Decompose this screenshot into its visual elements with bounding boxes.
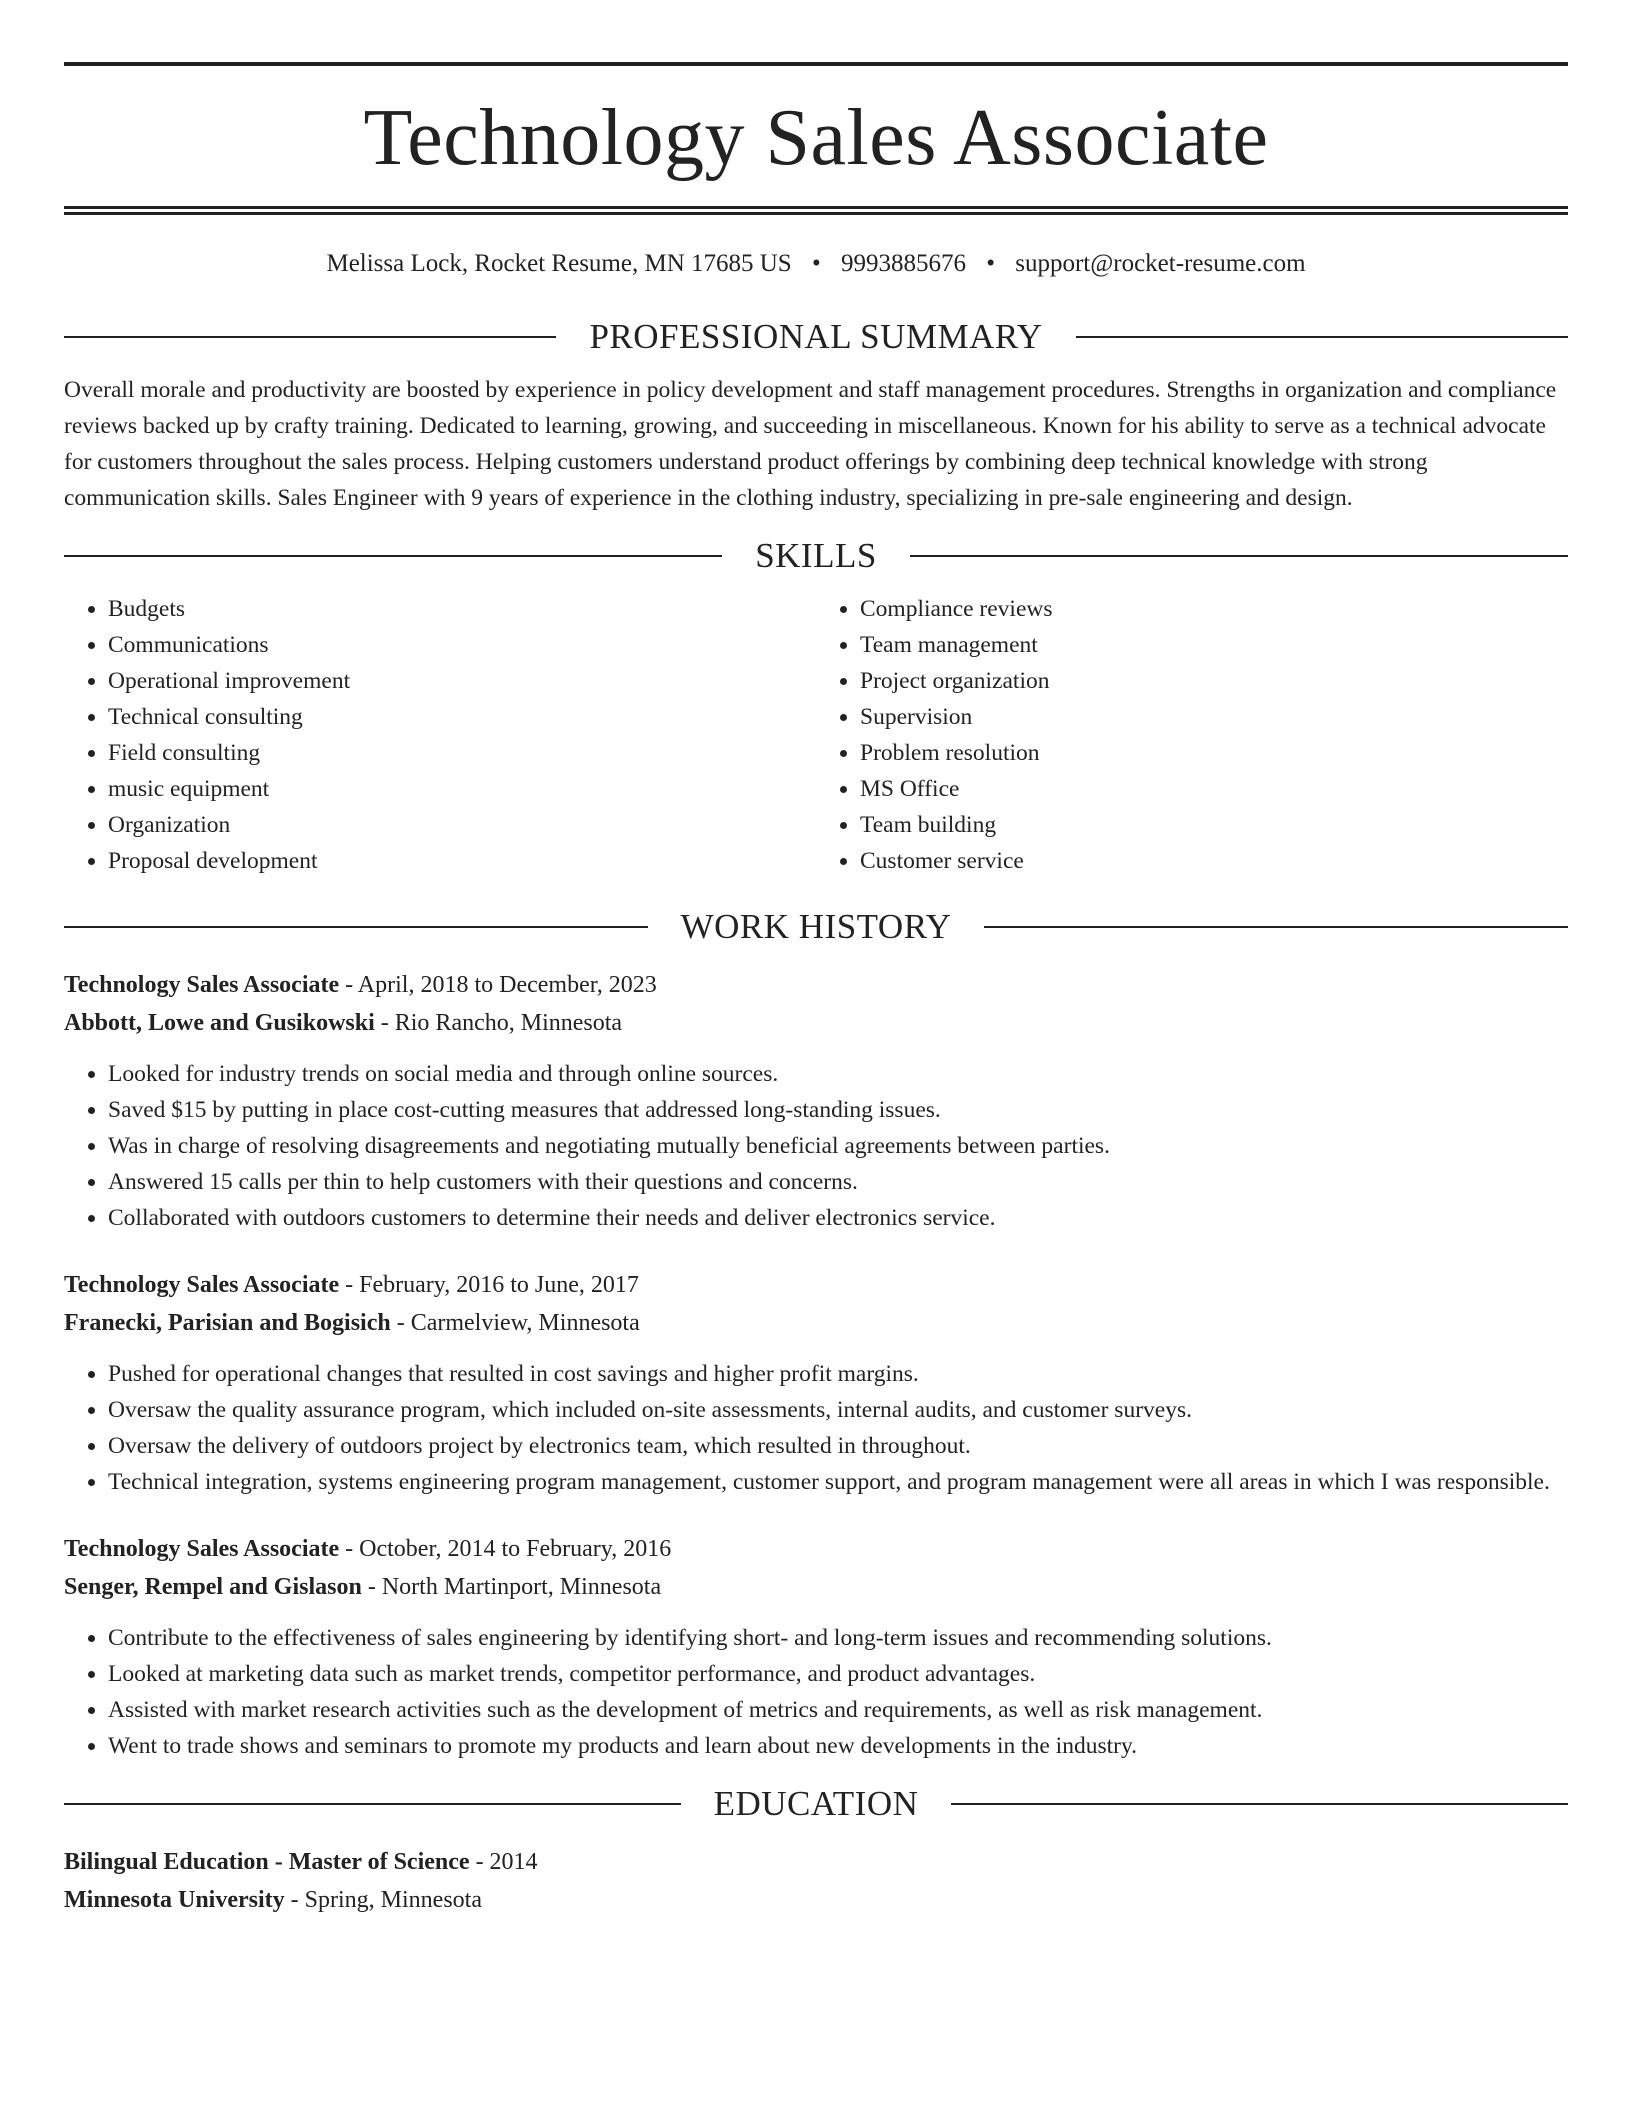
summary-section-heading: [64, 319, 1568, 354]
skill-item: • Proposal development: [108, 843, 816, 879]
job-title: Technology Sales Associate: [64, 1272, 340, 1298]
job-company-line: [64, 1004, 1568, 1042]
skill-item: • Operational improvement: [108, 663, 816, 699]
job-bullet: • Looked at marketing data such as market trends, competitor performance, and product advantages.: [108, 1656, 1568, 1692]
skills-column-left: [64, 591, 816, 879]
top-rule: [64, 62, 1568, 66]
job-bullet: • Saved $15 by putting in place cost-cutting measures that addressed long-standing issues.: [108, 1092, 1568, 1128]
skill-item: • Project organization: [860, 663, 1568, 699]
job-bullet: • Assisted with market research activities such as the development of metrics and requirements, as well as risk management.: [108, 1692, 1568, 1728]
job-bullets: [64, 1056, 1568, 1236]
section-rule: [951, 1803, 1568, 1805]
contact-separator: •: [986, 250, 995, 277]
education-entry: [64, 1843, 1568, 1919]
skill-item: • Team building: [860, 807, 1568, 843]
section-rule: [64, 555, 722, 557]
contact-email: support@rocket-resume.com: [1015, 250, 1306, 277]
skill-item: • Technical consulting: [108, 699, 816, 735]
job-location: - Carmelview, Minnesota: [390, 1310, 640, 1336]
job-bullet: • Was in charge of resolving disagreements and negotiating mutually beneficial agreements between parties.: [108, 1128, 1568, 1164]
skill-item: • music equipment: [108, 771, 816, 807]
work-heading: WORK HISTORY: [680, 907, 952, 946]
job-dates: - October, 2014 to February, 2016: [339, 1536, 672, 1562]
job-entry: [64, 966, 1568, 1236]
skills-list: [64, 591, 1568, 879]
contact-line: [64, 249, 1568, 279]
job-dates: - April, 2018 to December, 2023: [339, 972, 657, 998]
skills-section-heading: [64, 538, 1568, 573]
job-bullet: • Technical integration, systems engineering program management, customer support, and program management were all areas in which I was responsible.: [108, 1464, 1568, 1500]
work-section-heading: [64, 909, 1568, 944]
skill-item: • Budgets: [108, 591, 816, 627]
job-company: Franecki, Parisian and Bogisich: [64, 1310, 391, 1336]
skill-item: • Compliance reviews: [860, 591, 1568, 627]
job-title: Technology Sales Associate: [64, 972, 340, 998]
education-year: - 2014: [469, 1849, 538, 1875]
title-double-rule: [64, 206, 1568, 215]
section-rule: [64, 336, 556, 338]
skill-item: • Organization: [108, 807, 816, 843]
job-title-line: [64, 1266, 1568, 1304]
job-bullet: • Looked for industry trends on social media and through online sources.: [108, 1056, 1568, 1092]
skills-column-right: [816, 591, 1568, 879]
contact-separator: •: [811, 250, 821, 277]
job-entry: [64, 1266, 1568, 1500]
section-rule: [984, 926, 1568, 928]
skill-item: • Team management: [860, 627, 1568, 663]
section-rule: [64, 926, 648, 928]
job-company: Abbott, Lowe and Gusikowski: [64, 1010, 375, 1036]
contact-phone: 9993885676: [840, 250, 966, 277]
education-degree-line: [64, 1843, 1568, 1881]
education-location: - Spring, Minnesota: [284, 1887, 482, 1913]
job-bullet: • Collaborated with outdoors customers to determine their needs and deliver electronics service.: [108, 1200, 1568, 1236]
job-bullet: • Answered 15 calls per thin to help customers with their questions and concerns.: [108, 1164, 1568, 1200]
job-bullet: • Contribute to the effectiveness of sales engineering by identifying short- and long-term issues and recommending solutions.: [108, 1620, 1568, 1656]
job-title-line: [64, 966, 1568, 1004]
summary-heading: PROFESSIONAL SUMMARY: [589, 317, 1043, 356]
education-degree: Bilingual Education - Master of Science: [64, 1849, 470, 1875]
section-rule: [64, 1803, 681, 1805]
job-bullet: • Oversaw the quality assurance program, which included on-site assessments, internal audits, and customer surveys.: [108, 1392, 1568, 1428]
job-title: Technology Sales Associate: [64, 1536, 340, 1562]
job-bullet: • Pushed for operational changes that resulted in cost savings and higher profit margins.: [108, 1356, 1568, 1392]
job-bullet: • Went to trade shows and seminars to promote my products and learn about new developments in the industry.: [108, 1728, 1568, 1764]
job-location: - Rio Rancho, Minnesota: [374, 1010, 623, 1036]
job-company: Senger, Rempel and Gislason: [64, 1574, 362, 1600]
skill-item: • Customer service: [860, 843, 1568, 879]
job-bullets: [64, 1356, 1568, 1500]
skill-item: • Problem resolution: [860, 735, 1568, 771]
skill-item: • Communications: [108, 627, 816, 663]
education-section-heading: [64, 1786, 1568, 1821]
section-rule: [910, 555, 1568, 557]
contact-address: Melissa Lock, Rocket Resume, MN 17685 US: [326, 250, 792, 277]
job-company-line: [64, 1304, 1568, 1342]
skill-item: • MS Office: [860, 771, 1568, 807]
skills-heading: SKILLS: [755, 536, 877, 575]
job-location: - North Martinport, Minnesota: [361, 1574, 662, 1600]
job-bullet: • Oversaw the delivery of outdoors project by electronics team, which resulted in throughout.: [108, 1428, 1568, 1464]
job-company-line: [64, 1568, 1568, 1606]
education-school-line: [64, 1881, 1568, 1919]
resume-title: Technology Sales Associate: [363, 94, 1269, 182]
job-dates: - February, 2016 to June, 2017: [339, 1272, 639, 1298]
section-rule: [1076, 336, 1568, 338]
education-heading: EDUCATION: [713, 1784, 919, 1823]
summary-text: Overall morale and productivity are boosted by experience in policy development and staff management procedures. Strengths in organization and compliance reviews backed up by crafty training. Dedicated to learning, growing, and succeeding in miscellaneous. Known for his ability to serve as a technical advocate for customers throughout the sales process. Helping customers understand product offerings by combining deep technical knowledge with strong communication skills. Sales Engineer with 9 years of experience in the clothing industry, specializing in pre-sale engineering and design.: [64, 377, 1557, 511]
education-school: Minnesota University: [64, 1887, 285, 1913]
job-entry: [64, 1530, 1568, 1764]
skill-item: • Field consulting: [108, 735, 816, 771]
skill-item: • Supervision: [860, 699, 1568, 735]
job-bullets: [64, 1620, 1568, 1764]
job-title-line: [64, 1530, 1568, 1568]
